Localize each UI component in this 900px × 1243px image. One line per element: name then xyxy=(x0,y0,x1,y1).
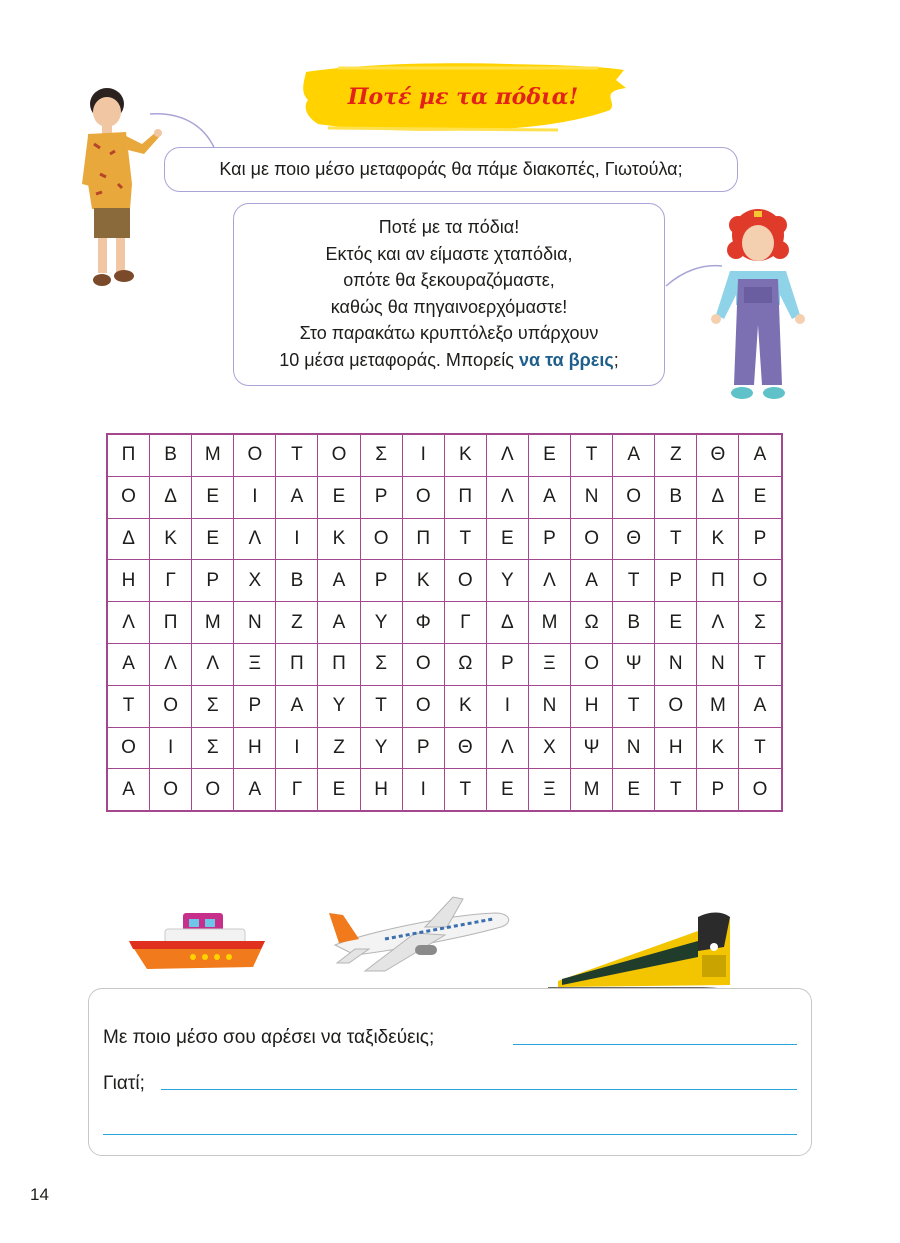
grid-cell[interactable]: Ε xyxy=(739,476,782,518)
grid-cell[interactable]: Ξ xyxy=(234,643,276,685)
question-favorite-transport: Με ποιο μέσο σου αρέσει να ταξιδεύεις; xyxy=(103,1027,435,1048)
word-search-grid-body xyxy=(107,434,782,811)
grid-cell[interactable]: Μ xyxy=(192,602,234,644)
grid-row xyxy=(107,476,782,518)
question-why: Γιατί; xyxy=(103,1073,145,1094)
grid-cell[interactable]: Ρ xyxy=(697,769,739,811)
grid-cell[interactable]: Ε xyxy=(192,518,234,560)
grid-cell[interactable]: Ε xyxy=(613,769,655,811)
grid-cell[interactable]: Τ xyxy=(107,685,150,727)
grid-cell[interactable]: Η xyxy=(234,727,276,769)
grid-cell[interactable]: Τ xyxy=(444,769,486,811)
grid-cell[interactable]: Ν xyxy=(528,685,570,727)
grid-cell[interactable]: Ο xyxy=(150,769,192,811)
answer-box xyxy=(88,988,812,1156)
grid-cell[interactable]: Α xyxy=(234,769,276,811)
grid-cell[interactable]: Θ xyxy=(444,727,486,769)
grid-cell[interactable]: Ο xyxy=(192,769,234,811)
grid-cell[interactable]: Λ xyxy=(192,643,234,685)
grid-cell[interactable]: Ι xyxy=(234,476,276,518)
grid-cell[interactable]: Τ xyxy=(739,727,782,769)
grid-cell[interactable]: Ο xyxy=(613,476,655,518)
grid-cell[interactable]: Ε xyxy=(318,769,360,811)
grid-cell[interactable]: Ρ xyxy=(739,518,782,560)
grid-cell[interactable]: Λ xyxy=(486,434,528,476)
grid-cell[interactable]: Ο xyxy=(402,685,444,727)
grid-cell[interactable]: Π xyxy=(697,560,739,602)
grid-cell[interactable]: Ν xyxy=(234,602,276,644)
answer-line-3[interactable] xyxy=(103,1134,797,1135)
grid-row xyxy=(107,560,782,602)
grid-cell[interactable]: Ε xyxy=(192,476,234,518)
girl-line-6-end: ; xyxy=(613,349,619,370)
grid-cell[interactable]: Ο xyxy=(571,518,613,560)
grid-cell[interactable]: Α xyxy=(276,685,318,727)
grid-cell[interactable]: Ε xyxy=(528,434,570,476)
page-title: Ποτέ με τα πόδια! xyxy=(347,84,579,110)
grid-cell[interactable]: Ε xyxy=(486,518,528,560)
grid-cell[interactable]: Ο xyxy=(107,476,150,518)
grid-cell[interactable]: Λ xyxy=(528,560,570,602)
grid-cell[interactable]: Κ xyxy=(318,518,360,560)
grid-cell[interactable]: Β xyxy=(613,602,655,644)
girl-line-6 xyxy=(234,347,664,374)
grid-cell[interactable]: Ρ xyxy=(360,560,402,602)
grid-cell[interactable]: Κ xyxy=(444,434,486,476)
grid-cell[interactable]: Μ xyxy=(571,769,613,811)
grid-cell[interactable]: Κ xyxy=(444,685,486,727)
grid-cell[interactable]: Α xyxy=(571,560,613,602)
grid-cell[interactable]: Δ xyxy=(107,518,150,560)
grid-row xyxy=(107,643,782,685)
grid-cell[interactable]: Σ xyxy=(192,685,234,727)
grid-cell[interactable]: Π xyxy=(150,602,192,644)
grid-cell[interactable]: Ψ xyxy=(613,643,655,685)
grid-cell[interactable]: Ω xyxy=(444,643,486,685)
grid-cell[interactable]: Κ xyxy=(150,518,192,560)
grid-cell[interactable]: Κ xyxy=(697,727,739,769)
grid-cell[interactable]: Θ xyxy=(697,434,739,476)
grid-cell[interactable]: Α xyxy=(276,476,318,518)
grid-cell[interactable]: Λ xyxy=(150,643,192,685)
grid-cell[interactable]: Ν xyxy=(697,643,739,685)
grid-cell[interactable]: Α xyxy=(107,643,150,685)
grid-cell[interactable]: Π xyxy=(318,643,360,685)
grid-cell[interactable]: Η xyxy=(571,685,613,727)
grid-cell[interactable]: Α xyxy=(739,685,782,727)
girl-line-3: οπότε θα ξεκουραζόμαστε, xyxy=(343,270,555,290)
grid-cell[interactable]: Τ xyxy=(613,685,655,727)
grid-row xyxy=(107,769,782,811)
grid-cell[interactable]: Χ xyxy=(528,727,570,769)
grid-cell[interactable]: Ζ xyxy=(318,727,360,769)
grid-cell[interactable]: Α xyxy=(613,434,655,476)
grid-cell[interactable]: Π xyxy=(276,643,318,685)
grid-cell[interactable]: Ι xyxy=(276,727,318,769)
grid-cell[interactable]: Ν xyxy=(613,727,655,769)
grid-cell[interactable]: Η xyxy=(655,727,697,769)
grid-cell[interactable]: Ο xyxy=(739,769,782,811)
grid-cell[interactable]: Γ xyxy=(276,769,318,811)
grid-cell[interactable]: Δ xyxy=(150,476,192,518)
grid-cell[interactable]: Ρ xyxy=(402,727,444,769)
grid-cell[interactable]: Ψ xyxy=(571,727,613,769)
girl-line-6-start: 10 μέσα μεταφοράς. Μπορείς xyxy=(279,349,519,370)
grid-cell[interactable]: Μ xyxy=(528,602,570,644)
grid-cell[interactable]: Ε xyxy=(655,602,697,644)
word-search-grid xyxy=(106,433,783,812)
grid-row xyxy=(107,685,782,727)
grid-cell[interactable]: Ο xyxy=(107,727,150,769)
grid-cell[interactable]: Ρ xyxy=(486,643,528,685)
grid-cell[interactable]: Θ xyxy=(613,518,655,560)
grid-cell[interactable]: Γ xyxy=(150,560,192,602)
grid-row xyxy=(107,518,782,560)
grid-cell[interactable]: Ρ xyxy=(528,518,570,560)
grid-cell[interactable]: Μ xyxy=(697,685,739,727)
grid-cell[interactable]: Τ xyxy=(276,434,318,476)
grid-cell[interactable]: Ζ xyxy=(655,434,697,476)
grid-row xyxy=(107,727,782,769)
grid-cell[interactable]: Χ xyxy=(234,560,276,602)
grid-cell[interactable]: Τ xyxy=(613,560,655,602)
grid-cell[interactable]: Α xyxy=(739,434,782,476)
grid-cell[interactable]: Υ xyxy=(318,685,360,727)
grid-cell[interactable]: Ο xyxy=(150,685,192,727)
grid-cell[interactable]: Β xyxy=(276,560,318,602)
grid-cell[interactable]: Ρ xyxy=(360,476,402,518)
grid-cell[interactable]: Ο xyxy=(571,643,613,685)
grid-cell[interactable]: Π xyxy=(402,518,444,560)
grid-cell[interactable]: Μ xyxy=(192,434,234,476)
boy-speech-bubble xyxy=(164,147,738,192)
grid-cell[interactable]: Ι xyxy=(486,685,528,727)
grid-cell[interactable]: Α xyxy=(107,769,150,811)
grid-cell[interactable]: Ι xyxy=(276,518,318,560)
grid-cell[interactable]: Η xyxy=(360,769,402,811)
grid-cell[interactable]: Π xyxy=(107,434,150,476)
grid-cell[interactable]: Ο xyxy=(402,476,444,518)
grid-cell[interactable]: Ν xyxy=(571,476,613,518)
girl-line-2: Εκτός και αν είμαστε χταπόδια, xyxy=(325,243,573,264)
grid-cell[interactable]: Υ xyxy=(360,602,402,644)
girl-speech-bubble xyxy=(233,203,665,386)
grid-cell[interactable]: Β xyxy=(655,476,697,518)
grid-cell[interactable]: Τ xyxy=(655,769,697,811)
grid-cell[interactable]: Λ xyxy=(486,476,528,518)
grid-cell[interactable]: Π xyxy=(444,476,486,518)
answer-line-1[interactable] xyxy=(513,1044,797,1045)
grid-cell[interactable]: Τ xyxy=(360,685,402,727)
grid-cell[interactable]: Ι xyxy=(402,769,444,811)
grid-cell[interactable]: Ζ xyxy=(276,602,318,644)
grid-cell[interactable]: Σ xyxy=(739,602,782,644)
grid-cell[interactable]: Υ xyxy=(360,727,402,769)
page-number: 14 xyxy=(30,1185,49,1204)
grid-cell[interactable]: Λ xyxy=(486,727,528,769)
grid-cell[interactable]: Ξ xyxy=(528,643,570,685)
grid-cell[interactable]: Ο xyxy=(402,643,444,685)
grid-cell[interactable]: Υ xyxy=(486,560,528,602)
grid-cell[interactable]: Ο xyxy=(739,560,782,602)
boy-question-text: Και με ποιο μέσο μεταφοράς θα πάμε διακοπές, Γιωτούλα; xyxy=(219,159,683,179)
grid-cell[interactable]: Ο xyxy=(444,560,486,602)
grid-cell[interactable]: Σ xyxy=(360,643,402,685)
girl-line-6-highlight: να τα βρεις xyxy=(519,349,614,370)
grid-cell[interactable]: Λ xyxy=(697,602,739,644)
grid-cell[interactable]: Ν xyxy=(655,643,697,685)
grid-cell[interactable]: Τ xyxy=(739,643,782,685)
girl-line-5: Στο παρακάτω κρυπτόλεξο υπάρχουν xyxy=(299,323,599,343)
grid-cell[interactable]: Β xyxy=(150,434,192,476)
grid-cell[interactable]: Α xyxy=(318,602,360,644)
grid-cell[interactable]: Ξ xyxy=(528,769,570,811)
girl-illustration xyxy=(708,205,818,405)
grid-cell[interactable]: Ε xyxy=(486,769,528,811)
grid-cell[interactable]: Σ xyxy=(360,434,402,476)
grid-cell[interactable]: Α xyxy=(528,476,570,518)
grid-cell[interactable]: Ρ xyxy=(655,560,697,602)
grid-cell[interactable]: Ο xyxy=(318,434,360,476)
grid-cell[interactable]: Λ xyxy=(234,518,276,560)
girl-line-4: καθώς θα πηγαινοερχόμαστε! xyxy=(330,296,568,317)
grid-row xyxy=(107,434,782,476)
boat-illustration xyxy=(125,907,270,977)
grid-cell[interactable]: Κ xyxy=(697,518,739,560)
grid-cell[interactable]: Ρ xyxy=(234,685,276,727)
grid-cell[interactable]: Τ xyxy=(655,518,697,560)
grid-cell[interactable]: Ο xyxy=(234,434,276,476)
grid-cell[interactable]: Α xyxy=(318,560,360,602)
airplane-illustration xyxy=(325,893,515,973)
grid-cell[interactable]: Σ xyxy=(192,727,234,769)
grid-cell[interactable]: Λ xyxy=(107,602,150,644)
girl-line-1: Ποτέ με τα πόδια! xyxy=(378,217,520,237)
grid-cell[interactable]: Ε xyxy=(318,476,360,518)
grid-cell[interactable]: Η xyxy=(107,560,150,602)
grid-cell[interactable]: Ι xyxy=(150,727,192,769)
grid-cell[interactable]: Ρ xyxy=(192,560,234,602)
grid-cell[interactable]: Ω xyxy=(571,602,613,644)
grid-cell[interactable]: Γ xyxy=(444,602,486,644)
grid-row xyxy=(107,602,782,644)
grid-cell[interactable]: Φ xyxy=(402,602,444,644)
answer-line-2[interactable] xyxy=(161,1089,797,1090)
grid-cell[interactable]: Ο xyxy=(360,518,402,560)
grid-cell[interactable]: Κ xyxy=(402,560,444,602)
grid-cell[interactable]: Δ xyxy=(486,602,528,644)
grid-cell[interactable]: Τ xyxy=(444,518,486,560)
grid-cell[interactable]: Ι xyxy=(402,434,444,476)
grid-cell[interactable]: Τ xyxy=(571,434,613,476)
grid-cell[interactable]: Δ xyxy=(697,476,739,518)
grid-cell[interactable]: Ο xyxy=(655,685,697,727)
